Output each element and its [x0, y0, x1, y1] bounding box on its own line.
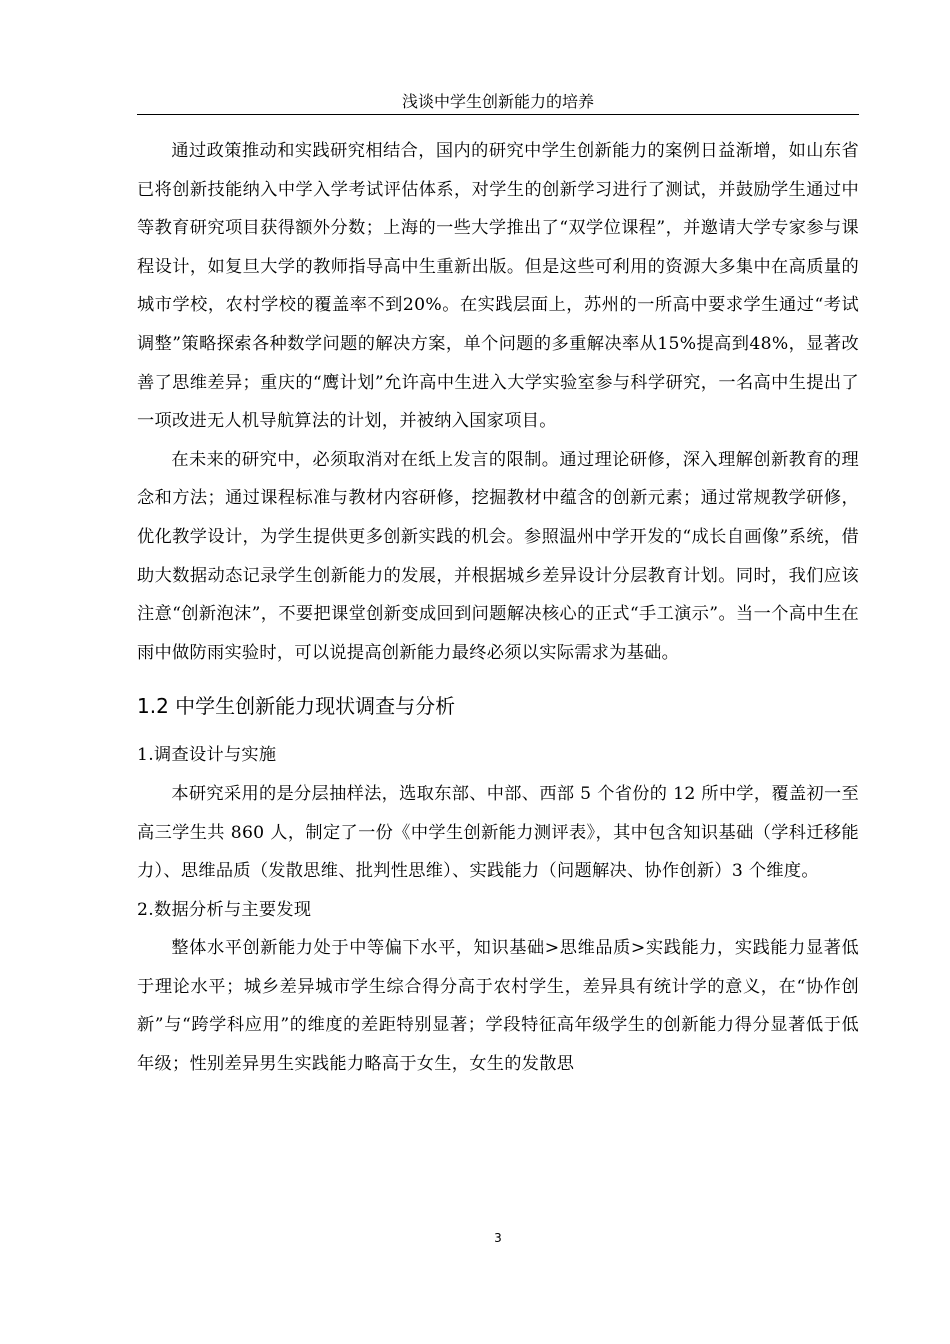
- body-paragraph-sampling: 本研究采用的是分层抽样法，选取东部、中部、西部 5 个省份的 12 所中学，覆盖初一至高三学生共 860 人，制定了一份《中学生创新能力测评表》，其中包含知识基础（学科迁移能力）、思维品质（发散思维、批判性思维）、实践能力（问题解决、协作创新）3 个维度。: [137, 783, 859, 882]
- body-paragraph-findings: 整体水平创新能力处于中等偏下水平，知识基础>思维品质>实践能力，实践能力显著低于理论水平；城乡差异城市学生综合得分高于农村学生，差异具有统计学的意义，在“协作创新”与“跨学科应用”的维度的差距特别显著；学段特征高年级学生的创新能力得分显著低于低年级；性别差异男生实践能力略高于女生，女生的发散思: [137, 938, 859, 1075]
- subheading-survey-design: 1.调查设计与实施: [137, 745, 277, 766]
- body-paragraph-policy-practice: 通过政策推动和实践研究相结合，国内的研究中学生创新能力的案例日益渐增，如山东省已将创新技能纳入中学入学考试评估体系，对学生的创新学习进行了测试，并鼓励学生通过中等教育研究项目获得额外分数；上海的一些大学推出了“双学位课程”，并邀请大学专家参与课程设计，如复旦大学的教师指导高中生重新出版。但是这些可利用的资源大多集中在高质量的城市学校，农村学校的覆盖率不到20%。在实践层面上，苏州的一所高中要求学生通过“考试调整”策略探索各种数学问题的解决方案，单个问题的多重解决率从15%提高到48%，显著改善了思维差异；重庆的“鹰计划”允许高中生进入大学实验室参与科学研究，一名高中生提出了一项改进无人机导航算法的计划，并被纳入国家项目。: [137, 141, 859, 432]
- page-number: 3: [494, 1231, 502, 1245]
- section-heading: 1.2 中学生创新能力现状调查与分析: [137, 694, 456, 719]
- body-paragraph-future-research: 在未来的研究中，必须取消对在纸上发言的限制。通过理论研修，深入理解创新教育的理念和方法；通过课程标准与教材内容研修，挖掘教材中蕴含的创新元素；通过常规教学研修，优化教学设计，为学生提供更多创新实践的机会。参照温州中学开发的“成长自画像”系统，借助大数据动态记录学生创新能力的发展，并根据城乡差异设计分层教育计划。同时，我们应该注意“创新泡沫”，不要把课堂创新变成回到问题解决核心的正式“手工演示”。当一个高中生在雨中做防雨实验时，可以说提高创新能力最终必须以实际需求为基础。: [137, 449, 859, 663]
- header-divider: [137, 114, 859, 115]
- running-header: 浅谈中学生创新能力的培养: [401, 92, 594, 111]
- page-body: [137, 132, 859, 1084]
- subheading-data-analysis: 2.数据分析与主要发现: [137, 899, 312, 920]
